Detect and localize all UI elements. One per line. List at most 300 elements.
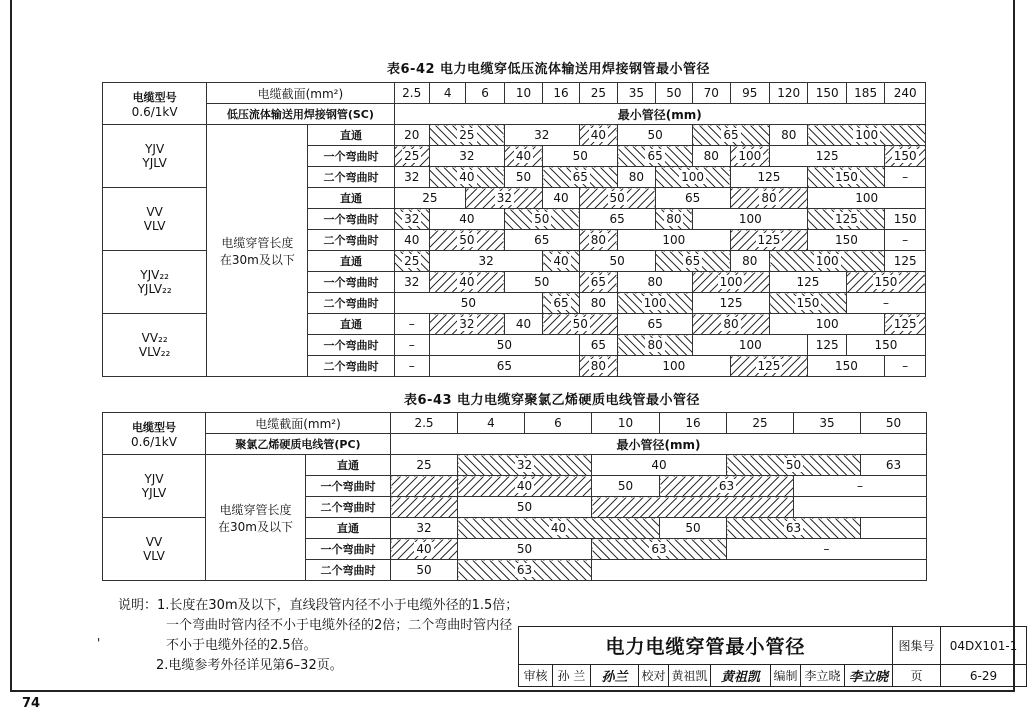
diameter-cell — [394, 272, 429, 293]
model-header-label: 电缆型号 — [132, 420, 176, 434]
cable-model: YJV₂₂ — [140, 268, 169, 282]
compiler-signature: 李立晓 — [845, 665, 893, 687]
diameter-cell — [466, 188, 543, 209]
size-header: 35 — [794, 413, 861, 434]
diameter-value: 40 — [459, 170, 475, 184]
diameter-cell — [458, 518, 660, 539]
diameter-cell — [429, 146, 504, 167]
diameter-cell — [394, 188, 466, 209]
size-header: 10 — [592, 413, 660, 434]
diameter-value: 65 — [572, 170, 588, 184]
min-diameter-header: 最小管径(mm) — [391, 434, 927, 455]
size-header: 70 — [693, 83, 730, 104]
diameter-cell — [579, 125, 617, 146]
table-row — [103, 125, 926, 146]
diameter-value: 40 — [459, 275, 475, 289]
diameter-value: – — [408, 338, 415, 352]
size-header: 185 — [846, 83, 884, 104]
diameter-cell — [730, 251, 769, 272]
diameter-cell — [592, 539, 727, 560]
bend-type: 二个弯曲时 — [306, 560, 391, 581]
diameter-value: 65 — [647, 149, 663, 163]
diameter-value: 63 — [718, 479, 735, 493]
diameter-cell — [394, 146, 429, 167]
note-line: 一个弯曲时管内径不小于电缆外径的2倍；二个弯曲时管内径 — [166, 618, 513, 633]
diameter-value: – — [823, 542, 830, 556]
diameter-cell — [579, 188, 655, 209]
diameter-cell — [885, 146, 926, 167]
diameter-value: 100 — [738, 212, 762, 226]
diameter-value: 65 — [590, 338, 607, 352]
diameter-cell — [394, 356, 429, 377]
diameter-cell — [504, 272, 579, 293]
diameter-value: 80 — [781, 128, 797, 142]
diameter-cell — [592, 455, 727, 476]
note-line: 2.电缆参考外径详见第6–32页。 — [156, 658, 343, 673]
size-header: 150 — [808, 83, 846, 104]
diameter-cell — [504, 167, 542, 188]
diameter-value: 65 — [723, 128, 739, 142]
diameter-cell — [618, 335, 693, 356]
diameter-value: 100 — [815, 317, 839, 331]
length-condition — [207, 125, 308, 377]
table43-title: 表6-43 电力电缆穿聚氯乙烯硬质电线管最小管径 — [404, 393, 701, 408]
diameter-cell — [579, 251, 655, 272]
bend-type: 直通 — [308, 188, 394, 209]
diameter-cell — [394, 230, 429, 251]
size-header: 50 — [861, 413, 927, 434]
diameter-cell — [429, 356, 579, 377]
diameter-cell — [727, 518, 861, 539]
diameter-value: 50 — [459, 233, 475, 247]
diameter-value: 150 — [834, 359, 858, 373]
cable-model: VLV — [143, 549, 165, 563]
diameter-value: 80 — [703, 149, 719, 163]
table43 — [102, 412, 927, 581]
diameter-value: 125 — [757, 359, 781, 373]
header-row — [103, 83, 926, 104]
diameter-cell — [846, 293, 925, 314]
diameter-value: 80 — [590, 233, 607, 247]
drawing-title: 电力电缆穿管最小管径 — [519, 627, 893, 665]
diameter-cell — [808, 230, 885, 251]
diameter-cell — [543, 314, 618, 335]
diameter-cell — [808, 167, 885, 188]
diameter-value: 40 — [416, 542, 432, 556]
diameter-value: 80 — [628, 170, 645, 184]
diameter-cell — [693, 335, 808, 356]
model-header-label: 电缆型号 — [132, 90, 177, 104]
cable-model: VV₂₂ — [141, 331, 168, 345]
bend-type: 直通 — [308, 251, 394, 272]
diameter-value: 32 — [404, 212, 420, 226]
diameter-cell — [394, 209, 429, 230]
size-header: 4 — [458, 413, 525, 434]
diameter-cell — [618, 293, 693, 314]
diameter-cell — [693, 272, 770, 293]
diameter-value: 65 — [534, 233, 550, 247]
diameter-value: 125 — [893, 317, 917, 331]
diameter-cell — [693, 146, 730, 167]
diameter-cell — [861, 518, 927, 539]
size-header: 50 — [655, 83, 692, 104]
diameter-cell — [808, 356, 885, 377]
min-diameter-header: 最小管径(mm) — [394, 104, 925, 125]
diameter-cell — [391, 476, 458, 497]
diameter-value: 25 — [459, 128, 475, 142]
cable-model: YJV — [144, 472, 164, 486]
length-condition — [206, 455, 306, 581]
diameter-value: 50 — [516, 500, 533, 514]
model-header — [103, 413, 206, 455]
diameter-cell — [618, 272, 693, 293]
diameter-cell — [504, 146, 542, 167]
checker-signature: 黄祖凯 — [711, 665, 771, 687]
diameter-cell — [618, 230, 730, 251]
diameter-cell — [885, 167, 926, 188]
diameter-value: 65 — [496, 359, 512, 373]
diameter-value: 25 — [422, 191, 438, 205]
margin-mark: ' — [97, 636, 101, 650]
diameter-value: 20 — [404, 128, 420, 142]
diameter-cell — [885, 314, 926, 335]
diameter-value: 25 — [404, 149, 420, 163]
cable-model-cell — [103, 455, 206, 518]
cable-model-cell — [103, 188, 207, 251]
diameter-value: 150 — [893, 212, 917, 226]
diameter-value: 32 — [404, 170, 420, 184]
cable-model: VLV — [143, 219, 166, 233]
diameter-value: 125 — [757, 233, 781, 247]
size-header: 4 — [429, 83, 465, 104]
diameter-value: 80 — [590, 296, 607, 310]
diameter-value: 40 — [404, 233, 420, 247]
diameter-cell — [429, 314, 504, 335]
diameter-value: 40 — [550, 521, 567, 535]
diameter-cell — [458, 476, 592, 497]
diameter-value: – — [882, 296, 889, 310]
diameter-cell — [885, 251, 926, 272]
diameter-cell — [429, 230, 504, 251]
diameter-value: 65 — [684, 191, 701, 205]
diameter-value: 40 — [515, 149, 532, 163]
diameter-cell — [391, 518, 458, 539]
diameter-cell — [618, 167, 655, 188]
diameter-value: – — [902, 170, 909, 184]
length-condition-line: 在30m及以下 — [218, 519, 293, 534]
diameter-cell — [770, 251, 885, 272]
diameter-value: 100 — [738, 338, 762, 352]
diameter-value: – — [902, 233, 909, 247]
atlas-label: 图集号 — [893, 627, 941, 665]
compiler-name: 李立晓 — [801, 665, 845, 687]
diameter-value: 50 — [647, 128, 663, 142]
header-row — [103, 434, 927, 455]
diameter-value: 40 — [516, 479, 533, 493]
diameter-cell — [770, 146, 885, 167]
diameter-value: 40 — [651, 458, 667, 472]
diameter-cell — [391, 497, 458, 518]
size-header: 16 — [543, 83, 579, 104]
diameter-value: 100 — [738, 149, 762, 163]
diameter-value: 80 — [647, 338, 663, 352]
diameter-cell — [429, 335, 579, 356]
diameter-value: 65 — [590, 275, 607, 289]
diameter-value: 32 — [496, 191, 512, 205]
bend-type: 一个弯曲时 — [308, 209, 394, 230]
diameter-value: 150 — [874, 338, 898, 352]
note-line: 不小于电缆外径的2.5倍。 — [166, 638, 317, 653]
diameter-cell — [618, 356, 730, 377]
cable-model: VLV₂₂ — [138, 345, 171, 359]
diameter-value: 125 — [815, 149, 839, 163]
diameter-cell — [458, 497, 592, 518]
diameter-cell — [504, 125, 579, 146]
diameter-value: 80 — [647, 275, 663, 289]
diameter-cell — [885, 230, 926, 251]
diameter-cell — [579, 293, 617, 314]
bend-type: 一个弯曲时 — [306, 476, 391, 497]
size-header: 6 — [466, 83, 504, 104]
size-header: 120 — [770, 83, 808, 104]
diameter-cell — [618, 314, 693, 335]
size-header: 25 — [727, 413, 794, 434]
bend-type: 直通 — [308, 125, 394, 146]
diameter-value: 125 — [815, 338, 839, 352]
diameter-value: 63 — [785, 521, 802, 535]
diameter-value: – — [857, 479, 863, 493]
diameter-cell — [429, 125, 504, 146]
diameter-value: 25 — [404, 254, 420, 268]
page-number: 74 — [22, 696, 41, 711]
diameter-cell — [394, 251, 429, 272]
diameter-value: – — [902, 359, 909, 373]
diameter-cell — [770, 272, 847, 293]
diameter-value: 32 — [516, 458, 533, 472]
size-header: 95 — [730, 83, 769, 104]
diameter-cell — [391, 539, 458, 560]
diameter-cell — [458, 539, 592, 560]
diameter-value: 100 — [719, 275, 743, 289]
diameter-value: 32 — [459, 317, 475, 331]
diameter-cell — [655, 209, 692, 230]
diameter-value: 125 — [719, 296, 743, 310]
bend-type: 一个弯曲时 — [308, 335, 394, 356]
diameter-cell — [808, 188, 926, 209]
diameter-value: 125 — [893, 254, 917, 268]
diameter-value: 50 — [534, 212, 550, 226]
diameter-cell — [727, 539, 927, 560]
size-header: 240 — [885, 83, 926, 104]
diameter-cell — [429, 251, 542, 272]
length-condition-line: 在30m及以下 — [219, 252, 295, 267]
diameter-value: 63 — [885, 458, 902, 472]
diameter-value: 150 — [834, 233, 858, 247]
diameter-cell — [579, 272, 617, 293]
diameter-value: 50 — [609, 254, 625, 268]
diameter-cell — [543, 188, 579, 209]
diameter-value: – — [408, 359, 415, 373]
diameter-cell — [543, 293, 579, 314]
table42-title: 表6-42 电力电缆穿低压流体输送用焊接钢管最小管径 — [387, 62, 711, 77]
diameter-cell — [730, 167, 808, 188]
diameter-value: 40 — [553, 191, 569, 205]
diameter-value: 32 — [416, 521, 432, 535]
page-label: 页 — [893, 665, 941, 687]
size-header: 16 — [660, 413, 727, 434]
diameter-value: 50 — [460, 296, 477, 310]
diameter-cell — [394, 167, 429, 188]
diameter-value: 40 — [459, 212, 475, 226]
diameter-value: 40 — [553, 254, 569, 268]
bend-type: 二个弯曲时 — [308, 293, 394, 314]
diameter-cell — [579, 209, 655, 230]
model-header — [103, 83, 207, 125]
diameter-value: 80 — [761, 191, 777, 205]
compile-label: 编制 — [771, 665, 801, 687]
bend-type: 直通 — [308, 314, 394, 335]
diameter-value: 32 — [534, 128, 550, 142]
bend-type: 一个弯曲时 — [308, 272, 394, 293]
diameter-cell — [770, 125, 808, 146]
diameter-cell — [808, 125, 926, 146]
review-label: 审核 — [519, 665, 553, 687]
diameter-cell — [794, 497, 927, 518]
diameter-value: 50 — [515, 170, 532, 184]
size-header: 35 — [618, 83, 655, 104]
diameter-cell — [885, 209, 926, 230]
diameter-cell — [592, 476, 660, 497]
diameter-value: 65 — [553, 296, 569, 310]
diameter-value: 50 — [516, 542, 533, 556]
diameter-cell — [618, 125, 693, 146]
diameter-cell — [458, 455, 592, 476]
diameter-cell — [391, 455, 458, 476]
diameter-cell — [543, 146, 618, 167]
diameter-value: 50 — [534, 275, 550, 289]
diameter-value: 150 — [834, 170, 858, 184]
diameter-cell — [579, 335, 617, 356]
diameter-cell — [660, 476, 794, 497]
diameter-cell — [808, 335, 846, 356]
cable-model: YJLV₂₂ — [137, 282, 172, 296]
diameter-cell — [693, 125, 770, 146]
length-condition-line: 电缆穿管长度 — [221, 235, 294, 250]
size-header: 2.5 — [394, 83, 429, 104]
length-condition-line: 电缆穿管长度 — [219, 502, 292, 517]
diameter-cell — [846, 335, 925, 356]
diameter-value: 125 — [757, 170, 781, 184]
diameter-cell — [394, 293, 543, 314]
diameter-value: – — [408, 317, 415, 331]
diameter-cell — [579, 230, 617, 251]
diameter-value: 100 — [855, 191, 879, 205]
diameter-cell — [730, 356, 808, 377]
cable-model-cell — [103, 518, 206, 581]
diameter-value: 32 — [478, 254, 494, 268]
diameter-cell — [730, 230, 808, 251]
diameter-cell — [655, 188, 730, 209]
diameter-value: 50 — [496, 338, 512, 352]
reviewer-signature: 孙兰 — [591, 665, 639, 687]
diameter-value: 40 — [515, 317, 532, 331]
bend-type: 直通 — [306, 518, 391, 539]
diameter-cell — [504, 230, 579, 251]
diameter-value: 65 — [609, 212, 625, 226]
section-header: 电缆截面(mm²) — [207, 83, 394, 104]
diameter-cell — [794, 476, 927, 497]
diameter-cell — [458, 560, 592, 581]
diameter-value: 50 — [617, 479, 634, 493]
cable-model: YJLV — [142, 156, 167, 170]
diameter-cell — [730, 188, 808, 209]
diameter-value: 100 — [681, 170, 705, 184]
diameter-cell — [727, 455, 861, 476]
diameter-value: 80 — [723, 317, 739, 331]
size-header: 6 — [525, 413, 592, 434]
bend-type: 二个弯曲时 — [308, 230, 394, 251]
table42 — [102, 82, 926, 377]
size-header: 25 — [579, 83, 617, 104]
diameter-cell — [693, 293, 770, 314]
diameter-value: 100 — [815, 254, 839, 268]
diameter-value: 50 — [572, 149, 588, 163]
diameter-value: 65 — [647, 317, 663, 331]
title-block — [518, 626, 1027, 687]
bend-type: 直通 — [306, 455, 391, 476]
diameter-cell — [429, 209, 504, 230]
diameter-value: 63 — [651, 542, 667, 556]
notes — [118, 596, 518, 676]
checker-name: 黄祖凯 — [669, 665, 711, 687]
note-line: 说明：1.长度在30m及以下，直线段管内径不小于电缆外径的1.5倍； — [118, 598, 519, 613]
diameter-cell — [592, 560, 927, 581]
bend-type: 二个弯曲时 — [306, 497, 391, 518]
diameter-cell — [394, 314, 429, 335]
diameter-value: 50 — [572, 317, 588, 331]
section-header: 电缆截面(mm²) — [206, 413, 391, 434]
diameter-value: 50 — [416, 563, 432, 577]
reviewer-name: 孙 兰 — [553, 665, 591, 687]
cable-model-cell — [103, 125, 207, 188]
diameter-cell — [655, 167, 730, 188]
diameter-cell — [861, 455, 927, 476]
diameter-cell — [429, 167, 504, 188]
header-row — [103, 104, 926, 125]
diameter-value: 80 — [590, 359, 607, 373]
diameter-value: 50 — [785, 458, 802, 472]
diameter-cell — [618, 146, 693, 167]
diameter-cell — [391, 560, 458, 581]
diameter-value: 100 — [643, 296, 667, 310]
diameter-cell — [394, 335, 429, 356]
cable-model: VV — [146, 205, 163, 219]
bend-type: 一个弯曲时 — [308, 146, 394, 167]
diameter-cell — [655, 251, 730, 272]
diameter-value: 150 — [874, 275, 898, 289]
diameter-cell — [770, 314, 885, 335]
size-header: 2.5 — [391, 413, 458, 434]
diameter-cell — [730, 146, 769, 167]
check-label: 校对 — [639, 665, 669, 687]
diameter-value: 65 — [684, 254, 701, 268]
diameter-value: 40 — [590, 128, 607, 142]
cable-model: YJV — [145, 142, 165, 156]
size-header: 10 — [504, 83, 542, 104]
diameter-value: 80 — [666, 212, 682, 226]
diameter-value: 32 — [459, 149, 475, 163]
diameter-value: 25 — [416, 458, 432, 472]
